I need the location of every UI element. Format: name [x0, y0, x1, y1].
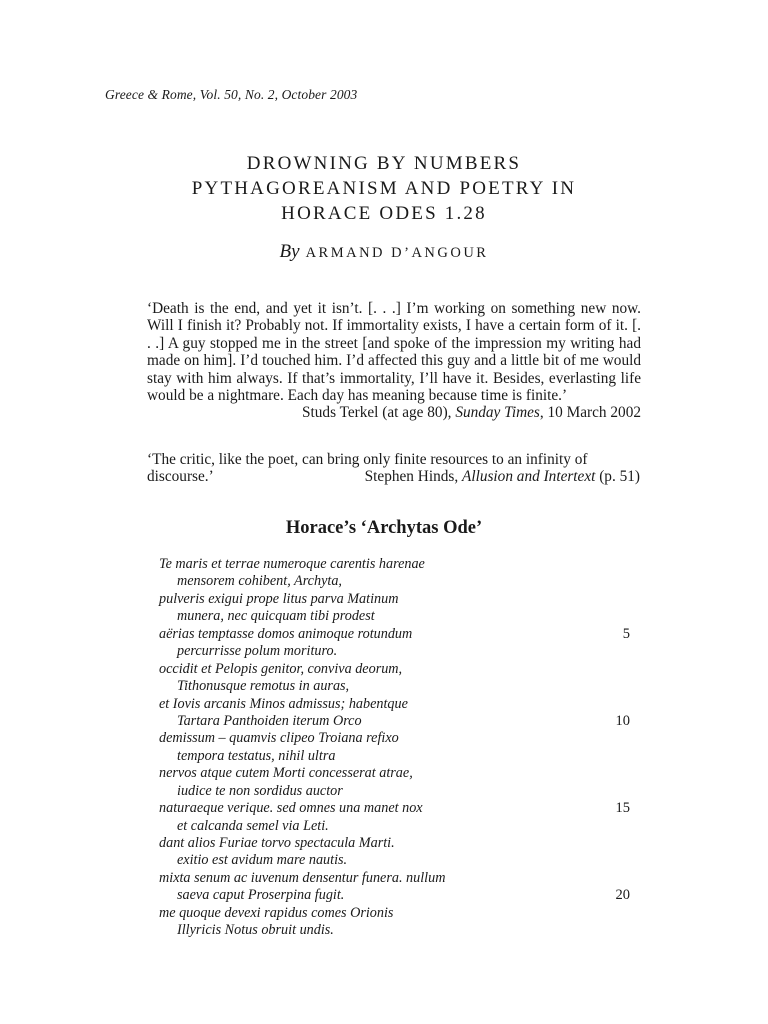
poem-line	[159, 730, 639, 747]
poem-line-text: et calcanda semel via Leti.	[177, 817, 329, 834]
poem-line	[159, 556, 639, 573]
poem-line	[159, 626, 639, 643]
poem-line-text: Illyricis Notus obruit undis.	[177, 922, 334, 939]
poem-line	[159, 748, 639, 765]
poem-line	[159, 852, 639, 869]
poem-line-text: pulveris exigui prope litus parva Matinum	[159, 590, 399, 607]
poem-line-text: percurrisse polum morituro.	[177, 643, 338, 660]
poem-line-text: tempora testatus, nihil ultra	[177, 747, 336, 764]
poem-line-text: et Iovis arcanis Minos admissus; habentque	[159, 695, 408, 712]
poem-line	[159, 870, 639, 887]
poem-line	[159, 643, 639, 660]
poem-line-text: saeva caput Proserpina fugit.	[177, 887, 345, 904]
article-title	[0, 151, 768, 226]
attribution-author: Stephen Hinds,	[364, 468, 462, 486]
poem-line-text: naturaeque verique. sed omnes una manet nox	[159, 800, 423, 817]
epigraph-text: ‘Death is the end, and yet it isn’t. [. . .] I’m working on something new now. Will I finish it? Probably not. If immortality exists, I have a certain form of it. [. . .] A guy stopped me in the street [and spoke of the impression my writing had made on him]. I’d touched him. I’d affected this guy and a little bit of me would stay with him always. If that’s immortality, I’ll have it. Besides, everlasting life would be a nightmare. Each day has meaning because time is finite.’	[147, 300, 641, 405]
poem-line-text: mixta senum ac iuvenum densentur funera. nullum	[159, 869, 446, 886]
poem-line-text: mensorem cohibent, Archyta,	[177, 573, 342, 590]
poem-line	[159, 713, 639, 730]
title-line: HORACE ODES 1.28	[281, 203, 487, 224]
line-number: 10	[615, 712, 630, 729]
poem-line	[159, 591, 639, 608]
poem-line-text: occidit et Pelopis genitor, conviva deorum,	[159, 660, 403, 677]
poem-line-text: demissum – quamvis clipeo Troiana refixo	[159, 730, 399, 747]
epigraph-attribution	[365, 468, 640, 485]
poem-line	[159, 661, 639, 678]
poem-line-text: Tartara Panthoiden iterum Orco	[177, 712, 362, 729]
poem-line	[159, 905, 639, 922]
poem-line-text: iudice te non sordidus auctor	[177, 782, 343, 799]
line-number: 20	[615, 887, 630, 904]
attribution-author: Studs Terkel (at age 80),	[302, 404, 456, 422]
line-number: 15	[615, 800, 630, 817]
title-line: PYTHAGOREANISM AND POETRY IN	[191, 178, 577, 199]
poem-line	[159, 800, 639, 817]
title-line: DROWNING BY NUMBERS	[246, 153, 522, 174]
author-byline	[0, 241, 768, 263]
attribution-source: Allusion and Intertext	[461, 468, 596, 486]
poem-line	[159, 696, 639, 713]
poem-line-text: aërias temptasse domos animoque rotundum	[159, 625, 413, 642]
epigraph-text-line: discourse.’	[147, 468, 214, 486]
section-heading: Horace’s ‘Archytas Ode’	[285, 518, 483, 538]
poem-line-text: exitio est avidum mare nautis.	[177, 852, 348, 869]
epigraph-hinds	[147, 451, 641, 486]
poem-line	[159, 835, 639, 852]
line-number: 5	[622, 625, 630, 642]
poem-line	[159, 922, 639, 939]
poem-line	[159, 783, 639, 800]
poem-text	[159, 556, 639, 940]
poem-line	[159, 765, 639, 782]
journal-citation: Greece & Rome, Vol. 50, No. 2, October 2003	[105, 87, 358, 102]
poem-line	[159, 608, 639, 625]
epigraph-terkel	[147, 300, 641, 422]
poem-line-text: nervos atque cutem Morti concesserat atrae,	[159, 765, 413, 782]
poem-line	[159, 573, 639, 590]
byline-prefix: By	[279, 241, 300, 262]
poem-line	[159, 887, 639, 904]
author-name: ARMAND D’ANGOUR	[305, 245, 489, 261]
attribution-date: , 10 March 2002	[539, 404, 641, 422]
epigraph-attribution	[147, 404, 641, 421]
poem-line-text: munera, nec quicquam tibi prodest	[177, 608, 375, 625]
attribution-page: (p. 51)	[595, 468, 640, 486]
poem-line-text: dant alios Furiae torvo spectacula Marti.	[159, 835, 395, 851]
epigraph-last-row	[147, 468, 641, 485]
attribution-source: Sunday Times	[455, 404, 540, 422]
poem-line-text: me quoque devexi rapidus comes Orionis	[159, 904, 394, 921]
poem-line	[159, 818, 639, 835]
poem-line-text: Te maris et terrae numeroque carentis harenae	[159, 556, 425, 572]
poem-line-text: Tithonusque remotus in auras,	[177, 678, 350, 695]
epigraph-text-line: ‘The critic, like the poet, can bring only finite resources to an infinity of	[147, 451, 588, 468]
poem-line	[159, 678, 639, 695]
